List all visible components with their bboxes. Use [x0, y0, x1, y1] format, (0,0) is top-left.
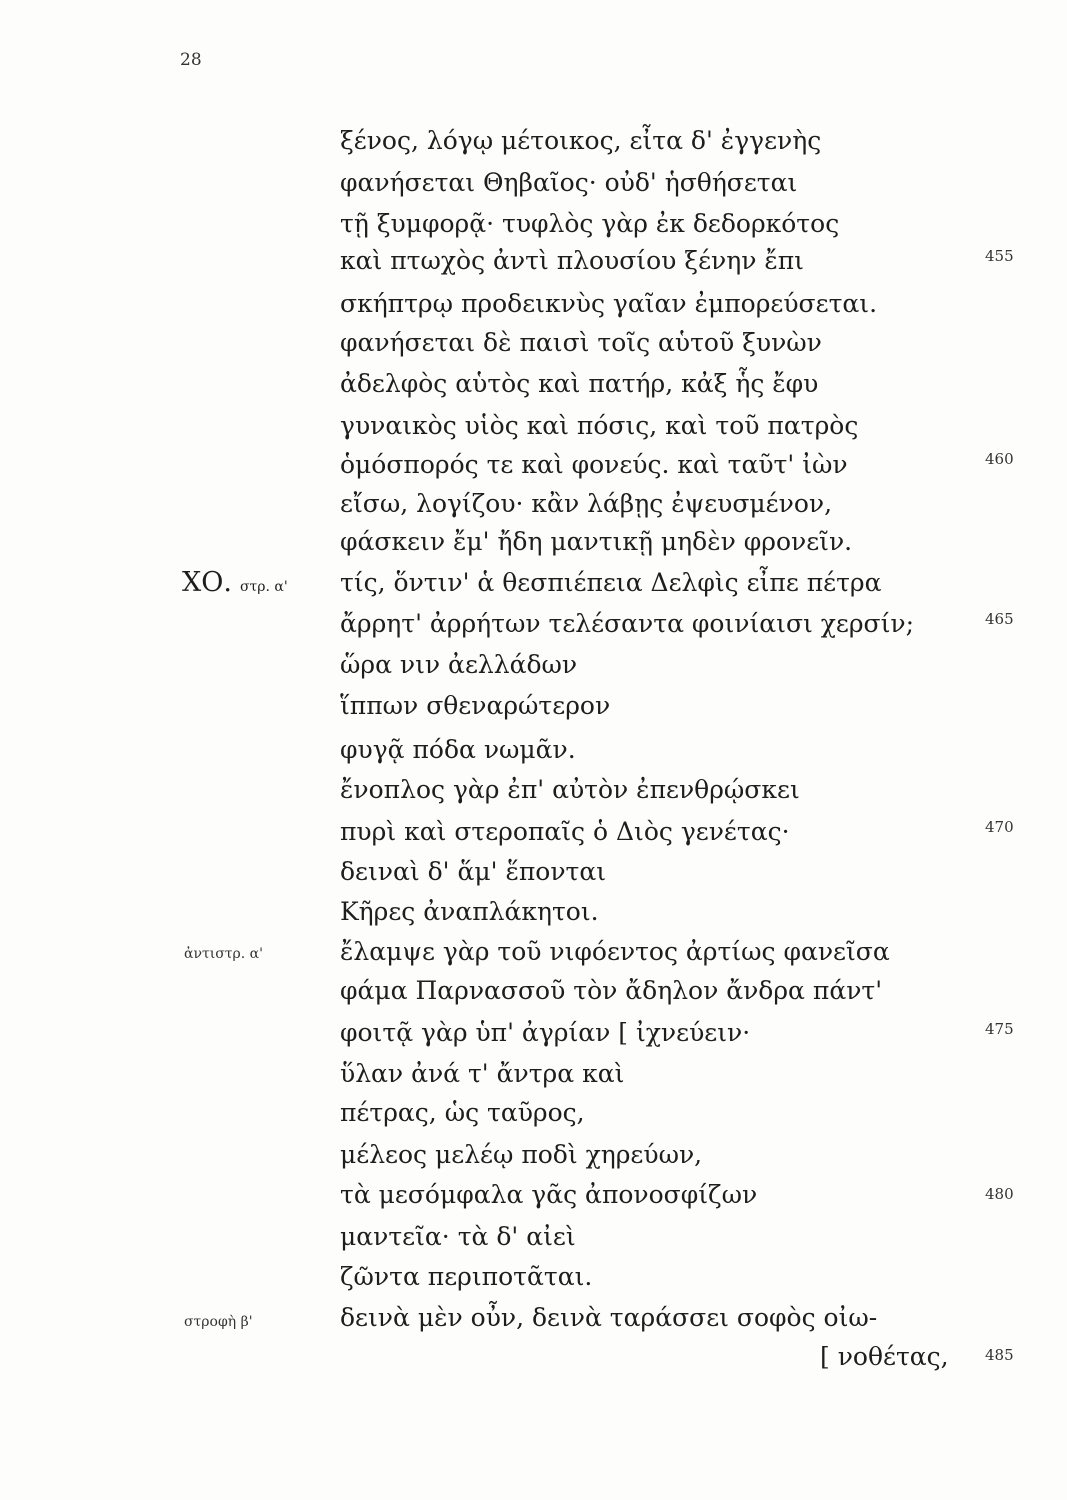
text-line: φάμα Παρνασσοῦ τὸν ἄδηλον ἄνδρα πάντ'	[340, 976, 883, 1005]
text-line: ξένος, λόγῳ μέτοικος, εἶτα δ' ἐγγενὴς	[340, 126, 822, 155]
page-number: 28	[180, 50, 202, 70]
text-line: μαντεῖα· τὰ δ' αἰεὶ	[340, 1222, 576, 1251]
text-line: φοιτᾷ γὰρ ὑπ' ἀγρίαν [ ἰχνεύειν·	[340, 1018, 751, 1047]
line-number: 455	[985, 247, 1014, 265]
text-line: πυρὶ καὶ στεροπαῖς ὁ Διὸς γενέτας·	[340, 817, 790, 846]
line-number: 470	[985, 818, 1014, 836]
text-line: μέλεος μελέῳ ποδὶ χηρεύων,	[340, 1140, 703, 1169]
text-line: Κῆρες ἀναπλάκητοι.	[340, 897, 599, 926]
text-line: ὁμόσπορός τε καὶ φονεύς. καὶ ταῦτ' ἰὼν	[340, 450, 848, 479]
line-number: 480	[985, 1185, 1014, 1203]
text-line: ἵππων σθεναρώτερον	[340, 691, 611, 720]
text-line: ἔνοπλος γὰρ ἐπ' αὐτὸν ἐπενθρῴσκει	[340, 775, 800, 804]
speaker-name: ΧΟ.	[182, 567, 232, 598]
text-line: ζῶντα περιποτᾶται.	[340, 1262, 593, 1291]
text-line: δειναὶ δ' ἅμ' ἕπονται	[340, 857, 607, 886]
text-line: ὕλαν ἀνά τ' ἄντρα καὶ	[340, 1059, 625, 1088]
text-line: τῇ ξυμφορᾷ· τυφλὸς γὰρ ἐκ δεδορκότος	[340, 209, 840, 238]
text-line: εἴσω, λογίζου· κἂν λάβῃς ἐψευσμένον,	[340, 489, 833, 518]
text-line: φάσκειν ἔμ' ἤδη μαντικῇ μηδὲν φρονεῖν.	[340, 527, 853, 556]
line-number: 475	[985, 1020, 1014, 1038]
text-line: φανήσεται Θηβαῖος· οὐδ' ἡσθήσεται	[340, 168, 798, 197]
strophe-abbr: στρ. α'	[239, 579, 288, 595]
text-line: σκήπτρῳ προδεικνὺς γαῖαν ἐμπορεύσεται.	[340, 289, 878, 318]
line-number: 465	[985, 610, 1014, 628]
text-line: ἄρρητ' ἀρρήτων τελέσαντα φοινίαισι χερσίν;	[340, 609, 915, 638]
text-line: γυναικὸς υἱὸς καὶ πόσις, καὶ τοῦ πατρὸς	[340, 411, 859, 440]
text-line: φυγᾷ πόδα νωμᾶν.	[340, 735, 576, 764]
text-line: τὰ μεσόμφαλα γᾶς ἀπονοσφίζων	[340, 1180, 758, 1209]
text-line: ἀδελφὸς αὑτὸς καὶ πατήρ, κἀξ ἧς ἔφυ	[340, 369, 819, 398]
antistrophe-label: ἀντιστρ. α'	[184, 946, 263, 962]
text-line: ἔλαμψε γὰρ τοῦ νιφόεντος ἀρτίως φανεῖσα	[340, 937, 890, 966]
speaker-label	[182, 568, 288, 602]
line-number: 485	[985, 1346, 1014, 1364]
text-line: φανήσεται δὲ παισὶ τοῖς αὑτοῦ ξυνὼν	[340, 328, 822, 357]
text-line: καὶ πτωχὸς ἀντὶ πλουσίου ξένην ἔπι	[340, 246, 804, 275]
text-line: ὥρα νιν ἀελλάδων	[340, 650, 578, 679]
text-line: τίς, ὅντιν' ἁ θεσπιέπεια Δελφὶς εἶπε πέτρα	[340, 568, 882, 597]
text-line: δεινὰ μὲν οὖν, δεινὰ ταράσσει σοφὸς οἰω-	[340, 1303, 878, 1332]
text-line: πέτρας, ὡς ταῦρος,	[340, 1098, 585, 1127]
strophe-label: στροφὴ β'	[184, 1314, 253, 1330]
text-line: [ νοθέτας,	[820, 1342, 949, 1371]
line-number: 460	[985, 450, 1014, 468]
